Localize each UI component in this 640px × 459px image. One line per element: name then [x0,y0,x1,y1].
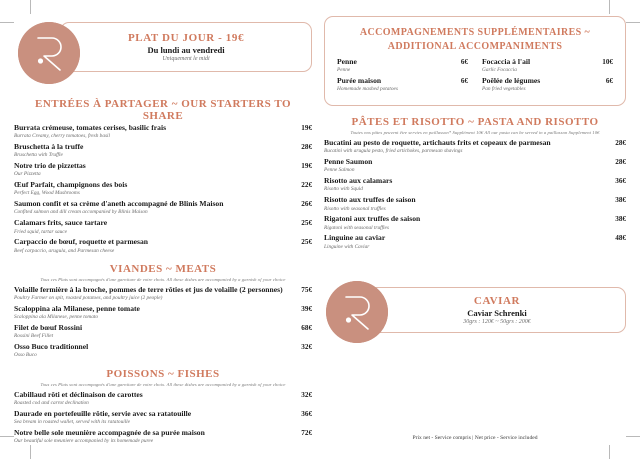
section-meats [14,263,312,359]
caviar-title: CAVIAR [473,294,521,307]
menu-item-price: 32€ [301,343,313,352]
menu-item-price: 36€ [301,409,313,418]
menu-item-description: Penne [337,67,351,74]
menu-item-row [324,177,626,186]
menu-item-description: Rigatoni with seasonal truffles [324,224,389,231]
footer-text: Prix net - Service compris | Net price - Service included [412,435,538,441]
menu-item-description: Confited salmon and dill cream accompanied by Blinis Maison [14,209,148,216]
meats-note: Tous ces Plats sont accompagnés d'une garniture de votre choix. All these dishes are accompanied by a garnish of your choice [40,276,286,282]
menu-item-price: 28€ [615,139,626,148]
menu-item-name: Osso Buco traditionnel [14,342,89,352]
menu-item-row [14,143,312,152]
menu-item-price: 48€ [615,234,626,243]
menu-item-price: 72€ [301,428,313,437]
menu-item [482,77,613,93]
menu-item [14,238,312,254]
menu-item [337,58,468,74]
menu-item-row [337,77,468,86]
menu-item [14,343,312,359]
menu-item-description: Poultry Farmer on spit, roasted potatoes, and poultry juice (2 people) [14,295,163,302]
menu-item-row [482,77,613,86]
menu-item-name: Linguine au caviar [324,233,386,243]
menu-item-name: Risotto aux truffes de saison [324,195,416,205]
menu-item-row [337,58,468,67]
caviar-box [368,287,626,333]
plat-du-jour-box [60,22,312,72]
menu-item-row [14,219,312,228]
menu-item-row [324,158,626,167]
menu-item-name: Bruschetta à la truffe [14,142,84,152]
menu-item-description: Homemade mashed potatoes [337,85,398,92]
caviar-subtitle: Caviar Schrenki [467,307,527,318]
menu-item [14,124,312,140]
menu-item-price: 6€ [460,58,469,66]
menu-item-description: Risotto with seasonal truffles [324,205,386,212]
menu-item-price: 25€ [301,238,313,247]
restaurant-logo-icon [326,281,388,343]
menu-item-row [324,139,626,148]
fishes-title: POISSONS ~ FISHES [106,367,220,380]
menu-item-row [14,238,312,247]
menu-item-description: Our Pizzetta [14,171,41,178]
menu-item-price: 22€ [301,181,313,190]
menu-item-description: Bucatini with arugula pesto, fried artichokes, parmesan shavings [324,148,463,155]
menu-item [14,143,312,159]
menu-item-description: Perfect Egg, Wood Mushrooms [14,190,80,197]
menu-item-description: Beef carpaccio, arugula, and Parmesan cheese [14,247,115,254]
menu-item-name: Burrata crémeuse, tomates cerises, basilic frais [14,123,167,132]
menu-item [324,234,626,250]
menu-item-price: 28€ [301,143,313,152]
menu-item-price: 25€ [301,219,313,228]
menu-item-name: Œuf Parfait, champignons des bois [14,180,128,190]
menu-item-row [14,181,312,190]
crop-mark [626,436,640,437]
menu-item-price: 39€ [301,305,313,313]
fishes-note: Tous ces Plats sont accompagnés d'une garniture de votre choix. All these dishes are accompanied by a garnish of your choice [40,381,286,387]
menu-item-price: 6€ [605,76,613,85]
menu-item-price: 26€ [301,200,313,209]
menu-item [14,429,312,445]
crop-mark [30,445,31,459]
crop-mark [609,445,610,459]
menu-item-name: Notre trio de pizzettas [14,161,86,171]
menu-item-description: Scaloppina ala Milanese, penne tomato [14,314,99,321]
menu-item-row [14,305,312,314]
plat-du-jour-note: Uniquement le midi [162,56,210,62]
menu-item [324,139,626,155]
crop-mark [30,0,31,14]
menu-item-description: Garlic Focaccia [482,67,517,74]
menu-item-description: Our beautiful sole meuniere accompanied by its homemade puree [14,438,154,445]
menu-item-name: Notre belle sole meunière accompagnée de sa purée maison [14,427,205,437]
menu-item-description: Risotto with Squid [324,186,363,193]
menu-item-price: 38€ [615,196,626,205]
pasta-items [324,139,626,250]
menu-item-name: Focaccia à l'ail [482,57,531,66]
menu-item-row [14,391,312,400]
menu-item [14,305,312,321]
menu-item [324,177,626,193]
menu-item-name: Purée maison [337,75,382,85]
plat-du-jour-title: PLAT DU JOUR - 19€ [127,32,245,44]
menu-item-description: Fried squid, tartar sauce [14,228,67,235]
menu-item [14,286,312,302]
accompaniments-box [324,16,626,106]
menu-item-name: Carpaccio de bœuf, roquette et parmesan [14,237,148,247]
menu-item-name: Rigatoni aux truffes de saison [324,214,421,224]
menu-item [14,162,312,178]
menu-item-description: Burrata Creamy, cherry tomatoes, fresh basil [14,133,110,140]
menu-item-name: Filet de bœuf Rossini [14,323,83,333]
menu-item-row [14,200,312,209]
menu-item-price: 36€ [615,177,626,186]
menu-item [14,391,312,407]
menu-item [14,181,312,197]
right-column [318,16,626,445]
plat-du-jour-banner [14,22,312,84]
menu-item-price: 6€ [460,76,469,85]
menu-item [324,196,626,212]
menu-item [324,215,626,231]
menu-item-price: 28€ [615,158,626,167]
menu-item-price: 75€ [301,285,313,294]
menu-item-price: 19€ [301,124,313,132]
menu-item-price: 10€ [602,58,613,66]
menu-item-row [14,429,312,438]
menu-item-description: Pan fried vegetables [482,85,526,92]
accompaniments-right-items [482,58,613,95]
menu-item [14,410,312,426]
menu-item-row [14,124,312,133]
menu-item-row [324,234,626,243]
pasta-note: Toutes nos pâtes peuvent être servies en paillasson* Supplément 10€ All our pasta can be served in a paillasson Supplement 10€ [350,130,600,136]
menu-item-price: 32€ [301,390,313,399]
menu-item-price: 38€ [615,215,626,224]
menu-item-row [482,58,613,67]
menu-item [482,58,613,74]
menu-item-row [324,215,626,224]
menu-item [14,219,312,235]
starters-items [14,124,312,254]
menu-item-name: Calamars frits, sauce tartare [14,218,108,228]
fishes-items [14,391,312,445]
menu-item-name: Cabillaud rôti et déclinaison de carottes [14,389,143,399]
menu-item-row [14,324,312,333]
menu-item [14,324,312,340]
accompaniments-left-items [337,58,468,95]
menu-item-row [14,343,312,352]
section-fishes [14,368,312,445]
meats-title: VIANDES ~ MEATS [109,262,217,275]
menu-item-price: 68€ [301,324,313,333]
caviar-note: 30grs : 120€ ~ 50grs : 200€ [463,318,531,325]
crop-mark [626,22,640,23]
menu-item-row [14,286,312,295]
section-pasta [324,116,626,253]
menu-item-name: Penne [337,57,357,66]
menu-item-name: Daurade en portefeuille rôtie, servie avec sa ratatouille [14,408,192,418]
section-starters [14,98,312,254]
menu-item [337,77,468,93]
menu-item-price: 19€ [301,162,313,171]
menu-item-name: Poêlée de légumes [482,75,541,85]
crop-mark [0,436,14,437]
plat-du-jour-subtitle: Du lundi au vendredi [147,45,225,55]
menu-item-description: Penne Salmon [324,167,355,174]
menu-item-description: Roasted cod and carrot declination [14,399,89,406]
crop-mark [609,0,610,14]
menu-item-description: Linguine with Caviar [324,243,370,250]
pasta-title: PÂTES ET RISOTTO ~ PASTA AND RISOTTO [351,116,599,129]
caviar-banner [324,281,626,343]
menu-item-description: Sea bream in roasted wallet, served with its ratatouille [14,418,130,425]
menu-item-row [14,162,312,171]
menu-item-row [14,410,312,419]
menu-item [14,200,312,216]
menu-item-name: Volaille fermière à la broche, pommes de terre rôties et jus de volaille (2 personnes) [14,284,283,294]
menu-item-name: Scaloppina ala Milanese, penne tomate [14,304,140,313]
left-column [14,16,318,445]
menu-item-description: Rossini Beef Fillet [14,333,54,340]
crop-mark [0,22,14,23]
menu-item-description: Bruschetta with Truffle [14,152,63,159]
menu-item-name: Bucatini au pesto de roquette, artichauts frits et copeaux de parmesan [324,138,551,148]
restaurant-logo-icon [18,22,80,84]
menu-item-description: Osso Buco [14,352,37,359]
menu-item-name: Penne Saumon [324,157,373,167]
menu-item-name: Saumon confit et sa crème d'aneth accompagné de Blinis Maison [14,199,224,209]
accompaniments-title: ACCOMPAGNEMENTS SUPPLÉMENTAIRES ~ ADDITIONAL ACCOMPANIMENTS [359,27,591,52]
starters-title: ENTRÉES À PARTAGER ~ OUR STARTERS TO SHARE [34,98,292,122]
menu-item-row [324,196,626,205]
meats-items [14,286,312,359]
menu-item [324,158,626,174]
menu-item-name: Risotto aux calamars [324,176,393,186]
